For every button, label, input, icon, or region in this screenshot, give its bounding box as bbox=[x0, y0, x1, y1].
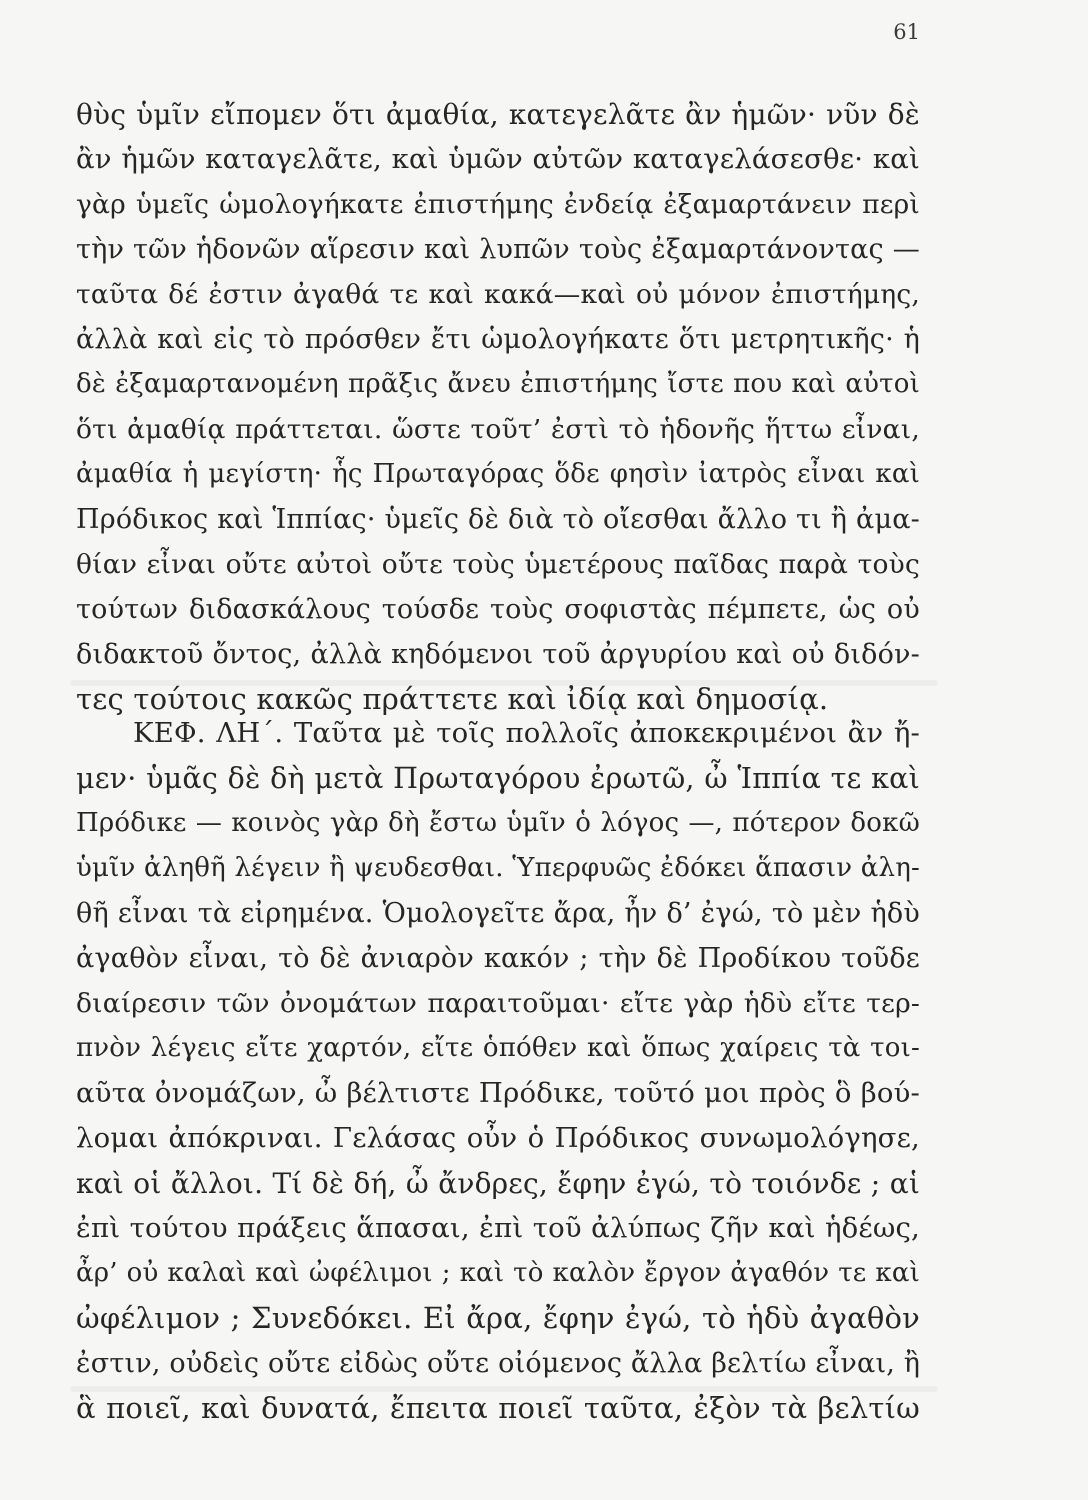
page-number: 61 bbox=[893, 20, 920, 44]
text-line: ὅτι ἀμαθίᾳ πράττεται. ὥστε τοῦτ’ ἐστὶ τὸ ἡδονῆς ἥττω εἶναι, bbox=[76, 414, 920, 445]
text-line: θῆ εἶναι τὰ εἰρημένα. Ὁμολογεῖτε ἄρα, ἦν δ’ ἐγώ, τὸ μὲν ἡδὺ bbox=[76, 898, 920, 929]
text-line: ἀλλὰ καὶ εἰς τὸ πρόσθεν ἔτι ὡμολογήκατε ὅτι μετρητικῆς· ἡ bbox=[76, 324, 920, 355]
text-line: τούτων διδασκάλους τούσδε τοὺς σοφιστὰς πέμπετε, ὡς οὐ bbox=[76, 594, 920, 625]
text-line: καὶ οἱ ἄλλοι. Τί δὲ δή, ὦ ἄνδρες, ἔφην ἐγώ, τὸ τοιόνδε ; αἱ bbox=[76, 1167, 920, 1200]
text-line: ἃ ποιεῖ, καὶ δυνατά, ἔπειτα ποιεῖ ταῦτα, ἐξὸν τὰ βελτίω bbox=[76, 1391, 920, 1425]
text-line: αῦτα ὀνομάζων, ὦ βέλτιστε Πρόδικε, τοῦτό μοι πρὸς ὃ βού- bbox=[76, 1077, 920, 1109]
text-line: μεν· ὑμᾶς δὲ δὴ μετὰ Πρωταγόρου ἐρωτῶ, ὦ Ἱππία τε καὶ bbox=[76, 762, 920, 795]
text-line: ἆρ’ οὐ καλαὶ καὶ ὠφέλιμοι ; καὶ τὸ καλὸν ἔργον ἀγαθόν τε καὶ bbox=[76, 1258, 920, 1288]
text-line: ἀγαθὸν εἶναι, τὸ δὲ ἀνιαρὸν κακόν ; τὴν δὲ Προδίκου τοῦδε bbox=[76, 943, 920, 974]
text-line: ὠφέλιμον ; Συνεδόκει. Εἰ ἄρα, ἔφην ἐγώ, τὸ ἡδὺ ἀγαθὸν bbox=[76, 1301, 920, 1335]
text-line: λομαι ἀπόκριναι. Γελάσας οὖν ὁ Πρόδικος συνωμολόγησε, bbox=[76, 1122, 920, 1154]
text-line: ἂν ἡμῶν καταγελᾶτε, καὶ ὑμῶν αὐτῶν καταγελάσεσθε· καὶ bbox=[76, 143, 920, 175]
text-line: Πρόδικος καὶ Ἱππίας· ὑμεῖς δὲ διὰ τὸ οἴεσθαι ἄλλο τι ἢ ἀμα- bbox=[76, 504, 920, 535]
text-line: ὑμῖν ἀληθῆ λέγειν ἢ ψευδεσθαι. Ὑπερφυῶς ἐδόκει ἅπασιν ἀλη- bbox=[76, 853, 920, 883]
text-line: ἐπὶ τούτου πράξεις ἅπασαι, ἐπὶ τοῦ ἀλύπως ζῆν καὶ ἡδέως, bbox=[76, 1212, 920, 1244]
text-line: πνὸν λέγεις εἴτε χαρτόν, εἴτε ὁπόθεν καὶ ὅπως χαίρεις τὰ τοι- bbox=[76, 1033, 920, 1063]
text-line: διδακτοῦ ὄντος, ἀλλὰ κηδόμενοι τοῦ ἀργυρίου καὶ οὐ διδόν- bbox=[76, 639, 920, 670]
text-line: ἐστιν, οὐδεὶς οὔτε εἰδὼς οὔτε οἰόμενος ἄλλα βελτίω εἶναι, ἢ bbox=[76, 1348, 921, 1379]
text-line: Πρόδικε — κοινὸς γὰρ δὴ ἔστω ὑμῖν ὁ λόγος —, πότερον δοκῶ bbox=[76, 808, 920, 838]
chapter-heading-line: ΚΕΦ. ΛΗ΄. Ταῦτα μὲ τοῖς πολλοῖς ἀποκεκριμένοι ἂν ἤ- bbox=[133, 717, 920, 749]
text-line: γὰρ ὑμεῖς ὡμολογήκατε ἐπιστήμης ἐνδείᾳ ἐξαμαρτάνειν περὶ bbox=[76, 189, 920, 220]
text-line: θίαν εἶναι οὔτε αὐτοὶ οὔτε τοὺς ὑμετέρους παῖδας παρὰ τοὺς bbox=[76, 549, 920, 580]
paragraph-2-chapter-38 bbox=[76, 711, 920, 1431]
text-line: ἀμαθία ἡ μεγίστη· ἧς Πρωταγόρας ὅδε φησὶν ἰατρὸς εἶναι καὶ bbox=[76, 459, 920, 489]
text-line: τες τούτοις κακῶς πράττετε καὶ ἰδίᾳ καὶ δημοσίᾳ. bbox=[76, 682, 829, 716]
text-line: θὺς ὑμῖν εἴπομεν ὅτι ἀμαθία, κατεγελᾶτε ἂν ἡμῶν· νῦν δὲ bbox=[76, 98, 920, 131]
text-line: ταῦτα δέ ἐστιν ἀγαθά τε καὶ κακά—καὶ οὐ μόνον ἐπιστήμης, bbox=[76, 279, 920, 310]
paragraph-1 bbox=[76, 92, 920, 722]
text-line: τὴν τῶν ἡδονῶν αἵρεσιν καὶ λυπῶν τοὺς ἐξαμαρτάνοντας — bbox=[76, 234, 920, 265]
text-line: δὲ ἐξαμαρτανομένη πρᾶξις ἄνευ ἐπιστήμης ἴστε που καὶ αὐτοὶ bbox=[76, 369, 920, 399]
text-line: διαίρεσιν τῶν ὀνομάτων παραιτοῦμαι· εἴτε γὰρ ἡδὺ εἴτε τερ- bbox=[76, 988, 920, 1019]
